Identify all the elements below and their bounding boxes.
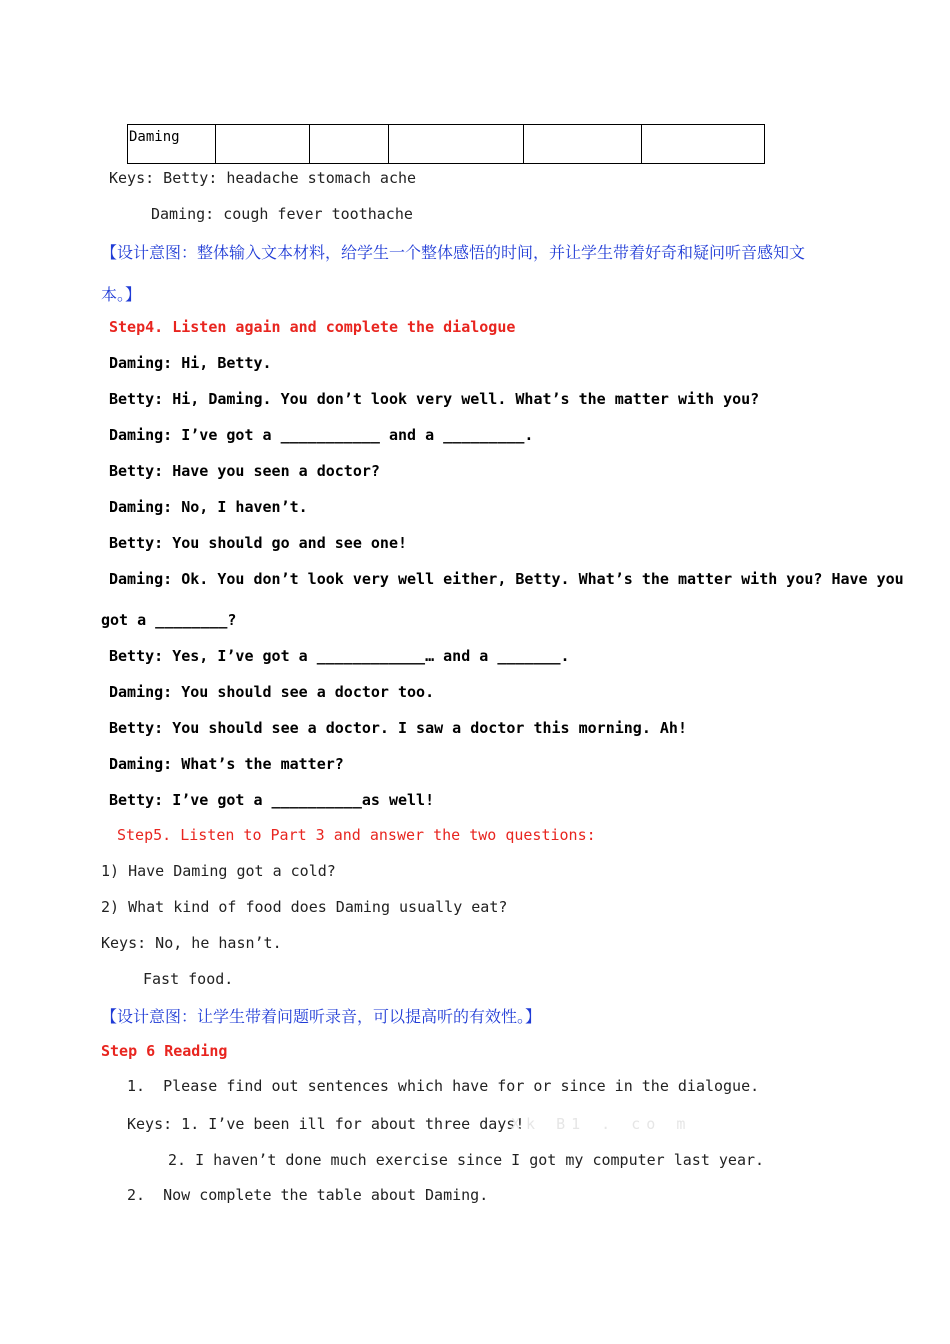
- table-cell-name: Daming: [128, 125, 216, 164]
- table-cell: [524, 125, 642, 164]
- dialogue-line: Daming: Hi, Betty.: [109, 354, 272, 372]
- table-row: [128, 125, 765, 164]
- reading-item-2: 2. Now complete the table about Daming.: [127, 1186, 489, 1204]
- watermark: Xk B1 . co m: [511, 1115, 692, 1133]
- step4-heading: Step4. Listen again and complete the dialogue: [109, 318, 516, 336]
- step5-heading: Step5. Listen to Part 3 and answer the two questions:: [117, 826, 596, 844]
- design-note-2: 【设计意图：让学生带着问题听录音，可以提高听的有效性。】: [101, 1007, 542, 1026]
- dialogue-line: Betty: I’ve got a __________as well!: [109, 791, 435, 809]
- table-cell: [642, 125, 765, 164]
- table-cell: [310, 125, 389, 164]
- dialogue-line: Betty: Yes, I’ve got a ____________… and a _______.: [109, 647, 570, 665]
- dialogue-line: got a ________?: [101, 611, 237, 629]
- keys-step5-line2: Fast food.: [143, 970, 234, 988]
- question-1: 1) Have Daming got a cold?: [101, 862, 336, 880]
- keys-betty: Keys: Betty: headache stomach ache: [109, 169, 417, 187]
- reading-keys-1: Keys: 1. I’ve been ill for about three days!: [127, 1115, 525, 1133]
- reading-item-1: 1. Please find out sentences which have for or since in the dialogue.: [127, 1077, 760, 1095]
- keys-step5-line1: Keys: No, he hasn’t.: [101, 934, 282, 952]
- table-cell: [389, 125, 524, 164]
- dialogue-line: Daming: You should see a doctor too.: [109, 683, 435, 701]
- design-note-1-line1: 【设计意图：整体输入文本材料，给学生一个整体感悟的时间，并让学生带着好奇和疑问听音感知文: [101, 243, 806, 262]
- dialogue-line: Daming: What’s the matter?: [109, 755, 344, 773]
- question-2: 2) What kind of food does Daming usually eat?: [101, 898, 508, 916]
- design-note-1-line2: 本。】: [101, 285, 142, 304]
- dialogue-line: Betty: You should see a doctor. I saw a doctor this morning. Ah!: [109, 719, 687, 737]
- dialogue-line: Betty: Hi, Daming. You don’t look very well. What’s the matter with you?: [109, 390, 760, 408]
- dialogue-line: Betty: Have you seen a doctor?: [109, 462, 380, 480]
- reading-keys-2: 2. I haven’t done much exercise since I got my computer last year.: [168, 1151, 765, 1169]
- dialogue-line: Daming: Ok. You don’t look very well either, Betty. What’s the matter with you? Have you: [109, 570, 904, 588]
- table-cell: [216, 125, 310, 164]
- keys-daming: Daming: cough fever toothache: [151, 205, 413, 223]
- dialogue-line: Daming: No, I haven’t.: [109, 498, 308, 516]
- dialogue-line: Betty: You should go and see one!: [109, 534, 408, 552]
- dialogue-line: Daming: I’ve got a ___________ and a _________.: [109, 426, 534, 444]
- step6-heading: Step 6 Reading: [101, 1042, 228, 1060]
- daming-table: [127, 124, 765, 164]
